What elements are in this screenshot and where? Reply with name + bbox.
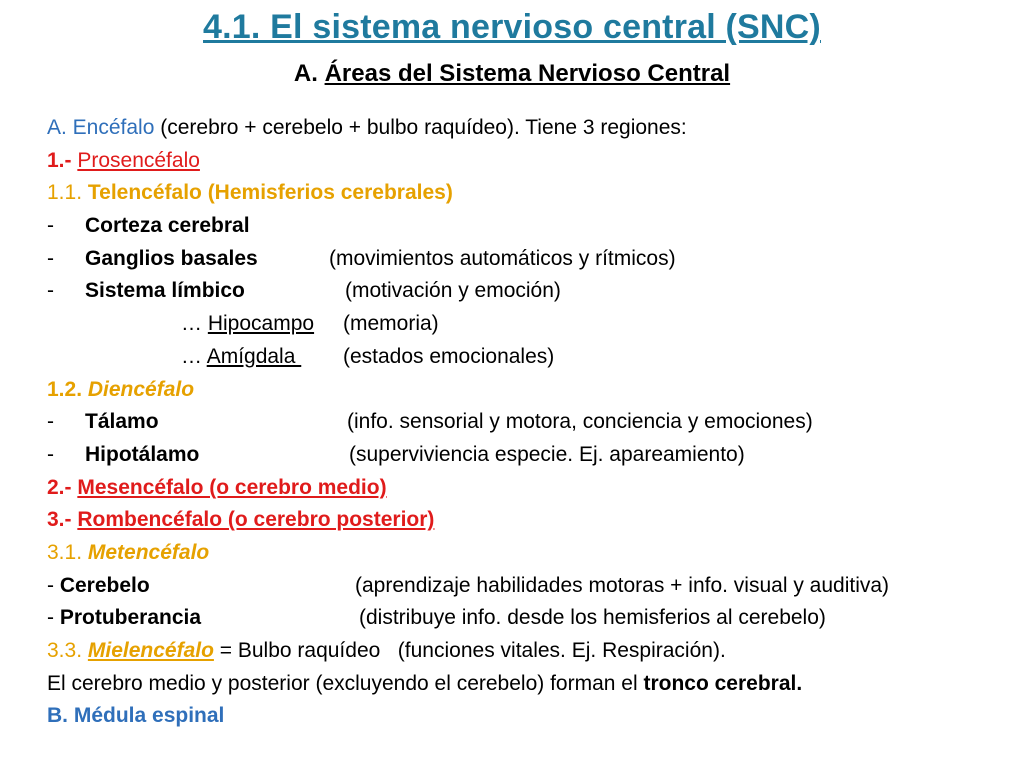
metencefalo-number: 3.1. [47, 540, 88, 564]
talamo-desc: (info. sensorial y motora, conciencia y emociones) [347, 410, 813, 434]
limbico-label: Sistema límbico [85, 279, 245, 303]
slide-subtitle [0, 60, 1024, 88]
hipotalamo-desc: (superviviencia especie. Ej. apareamiento) [349, 442, 745, 466]
ganglios-desc: (movimientos automáticos y rítmicos) [329, 246, 676, 270]
line-hipocampo [47, 308, 1007, 341]
line-mesencefalo [47, 472, 1007, 505]
hipocampo-desc: (memoria) [343, 312, 439, 336]
line-telencefalo [47, 177, 1007, 210]
hipocampo-label: Hipocampo [207, 312, 315, 336]
mielencefalo-number: 3.3. [47, 639, 88, 662]
rombencefalo-label: Rombencéfalo (o cerebro posterior) [77, 508, 435, 532]
telencefalo-label: Telencéfalo (Hemisferios cerebrales) [87, 181, 453, 205]
amigdala-dots: … [181, 344, 207, 368]
hipocampo-dots: … [181, 312, 208, 336]
metencefalo-label: Metencéfalo [87, 540, 210, 564]
corteza-label: Corteza cerebral [85, 214, 250, 238]
line-corteza [47, 210, 1007, 243]
mielencefalo-desc: = Bulbo raquídeo (funciones vitales. Ej. Respiración). [213, 639, 726, 662]
amigdala-label: Amígdala [206, 344, 302, 368]
mesencefalo-number: 2.- [47, 475, 78, 499]
line-diencefalo [47, 374, 1007, 407]
line-mielencefalo [47, 635, 1007, 668]
line-talamo [47, 406, 1007, 439]
line-limbico [47, 275, 1007, 308]
subtitle-underlined: Áreas del Sistema Nervioso Central [324, 60, 731, 87]
talamo-label: Tálamo [85, 410, 159, 434]
mielencefalo-label: Mielencéfalo [87, 639, 214, 662]
medula-label: B. Médula espinal [47, 704, 225, 728]
bullet-dash: - [47, 279, 54, 303]
line-ganglios [47, 243, 1007, 276]
prosencefalo-number: 1.- [47, 148, 78, 172]
bullet-dash: - [47, 606, 60, 630]
subtitle-prefix: A. [293, 60, 325, 87]
prosencefalo-label: Prosencéfalo [77, 148, 200, 172]
diencefalo-label: Diencéfalo [87, 377, 195, 401]
ganglios-label: Ganglios basales [85, 246, 258, 270]
line-cerebelo [47, 570, 1007, 603]
limbico-desc: (motivación y emoción) [345, 279, 561, 303]
line-metencefalo [47, 537, 1007, 570]
line-tronco [47, 668, 1007, 701]
telencefalo-number: 1.1. [47, 181, 88, 205]
mesencefalo-label: Mesencéfalo (o cerebro medio) [77, 475, 387, 499]
line-rombencefalo [47, 504, 1007, 537]
line-prosencefalo [47, 145, 1007, 178]
encefalo-text: (cerebro + cerebelo + bulbo raquídeo). Tiene 3 regiones: [154, 116, 687, 139]
cerebelo-label: Cerebelo [59, 573, 150, 597]
bullet-dash: - [47, 214, 54, 238]
line-protuberancia [47, 602, 1007, 635]
hipotalamo-label: Hipotálamo [85, 442, 200, 466]
line-medula [47, 700, 1007, 733]
encefalo-label: A. Encéfalo [47, 116, 155, 139]
line-hipotalamo [47, 439, 1007, 472]
tronco-text: El cerebro medio y posterior (excluyendo el cerebelo) forman el [47, 671, 644, 695]
slide-title: 4.1. El sistema nervioso central (SNC) [203, 8, 821, 46]
protuberancia-desc: (distribuye info. desde los hemisferios al cerebelo) [359, 606, 826, 630]
rombencefalo-number: 3.- [47, 508, 78, 532]
amigdala-desc: (estados emocionales) [343, 344, 555, 368]
cerebelo-desc: (aprendizaje habilidades motoras + info. visual y auditiva) [355, 573, 890, 597]
slide-content [47, 112, 1007, 733]
tronco-label: tronco cerebral. [643, 671, 803, 695]
diencefalo-number: 1.2. [47, 377, 88, 401]
bullet-dash: - [47, 410, 54, 434]
line-amigdala [47, 341, 1007, 374]
protuberancia-label: Protuberancia [59, 606, 202, 630]
bullet-dash: - [47, 442, 54, 466]
bullet-dash: - [47, 573, 60, 597]
line-encefalo [47, 112, 1007, 145]
bullet-dash: - [47, 246, 54, 270]
